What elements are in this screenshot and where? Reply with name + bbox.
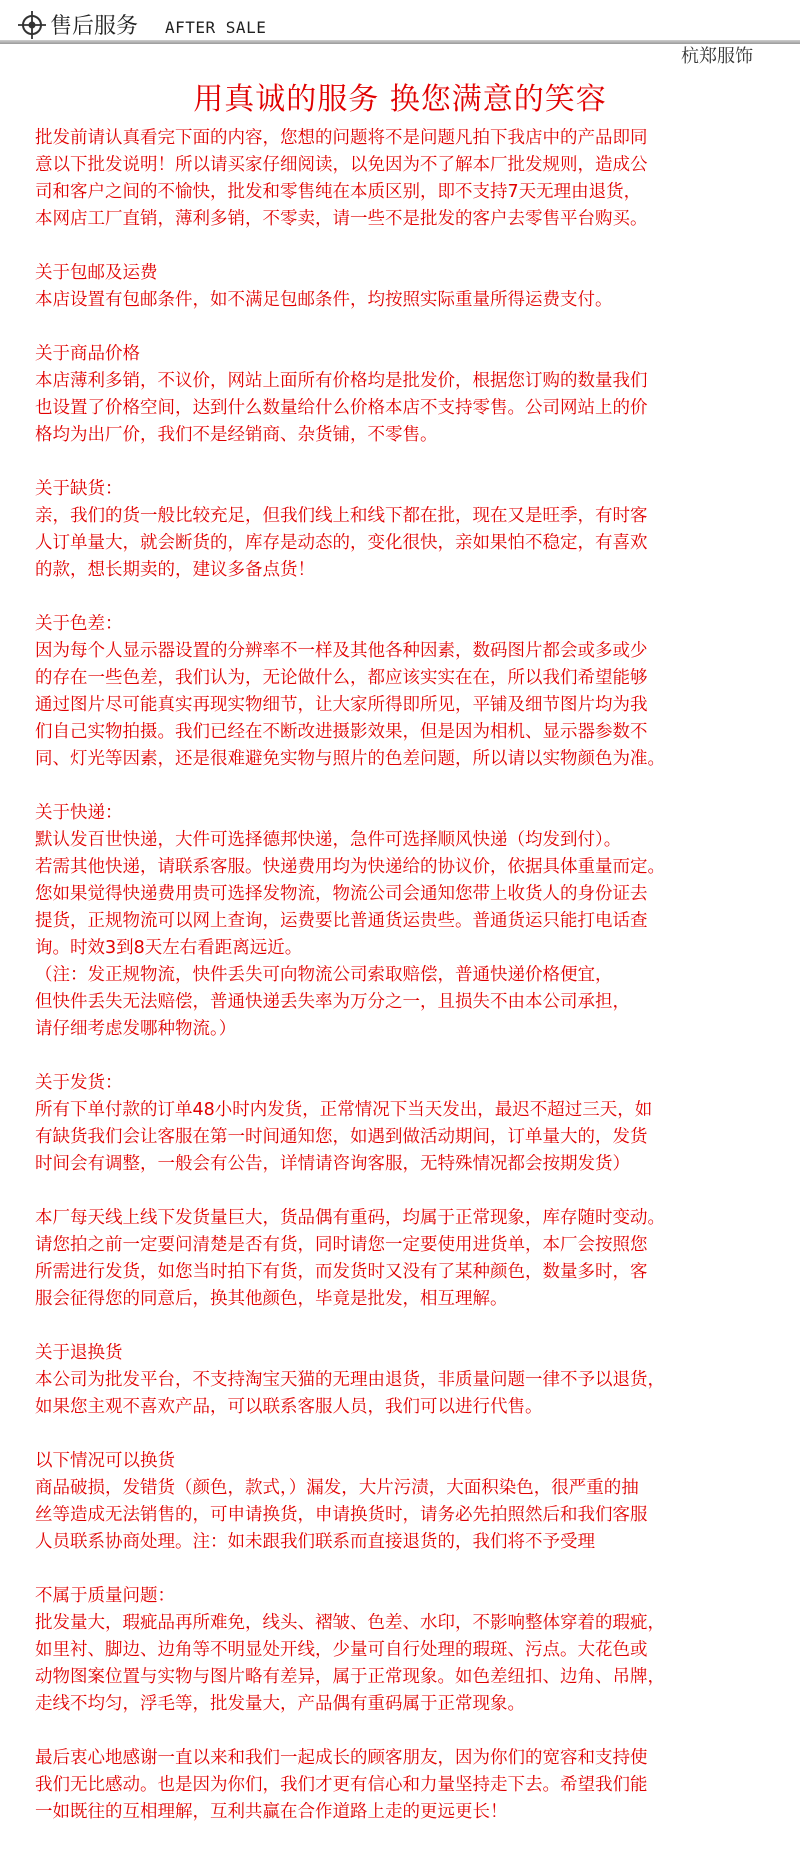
dispatch-section xyxy=(35,1070,780,1178)
stock-heading: 关于缺货： xyxy=(35,479,123,499)
shipping-heading: 关于包邮及运费 xyxy=(35,263,158,283)
header-title-en: AFTER SALE xyxy=(165,18,267,37)
price-heading: 关于商品价格 xyxy=(35,344,140,364)
price-section xyxy=(35,341,780,449)
color-section xyxy=(35,611,780,773)
dispatch-heading: 关于发货： xyxy=(35,1073,123,1093)
color-text: 因为每个人显示器设置的分辨率不一样及其他各种因素，数码图片都会或多或少 的存在一些色差，我们认为，无论做什么，都应该实实在在，所以我们希望能够 通过图片尽可能真实再现实物细节，让大家所得即所见，平铺及细节图片均为我 们自己实物拍摄。我们已经在不断改进摄影效果，但是因为相机、显示器参数不 同、灯光等因素，还是很难避免实物与照片的色差问题，所以请以实物颜色为准。 xyxy=(35,641,665,769)
dispatch-text: 所有下单付款的订单48小时内发货，正常情况下当天发出，最迟不超过三天，如 有缺货我们会让客服在第一时间通知您，如遇到做活动期间，订单量大的，发货 时间会有调整，一般会有公告，详情请咨询客服，无特殊情况都会按期发货） xyxy=(35,1100,653,1174)
volume-text: 本厂每天线上线下发货量巨大，货品偶有重码，均属于正常现象，库存随时变动。 请您拍之前一定要问清楚是否有货，同时请您一定要使用进货单，本厂会按照您 所需进行发货，如您当时拍下有货，而发货时又没有了某种颜色，数量多时，客 服会征得您的同意后，换其他颜色，毕竟是批发，相互理解。 xyxy=(35,1208,665,1309)
quality-section xyxy=(35,1583,780,1718)
page-header xyxy=(0,0,800,44)
price-text: 本店薄利多销，不议价，网站上面所有价格均是批发价，根据您订购的数量我们 也设置了价格空间，达到什么数量给什么价格本店不支持零售。公司网站上的价 格均为出厂价，我们不是经销商、杂货铺，不零售。 xyxy=(35,371,648,445)
stock-text: 亲，我们的货一般比较充足，但我们线上和线下都在批，现在又是旺季，有时客 人订单量大，就会断货的，库存是动态的，变化很快，亲如果怕不稳定，有喜欢 的款，想长期卖的，建议多备点货！ xyxy=(35,506,648,580)
intro-section xyxy=(35,125,780,233)
shipping-text: 本店设置有包邮条件，如不满足包邮条件，均按照实际重量所得运费支付。 xyxy=(35,290,613,310)
express-heading: 关于快递： xyxy=(35,803,123,823)
header-divider xyxy=(0,40,800,44)
returns-heading: 关于退换货 xyxy=(35,1343,123,1363)
thanks-text: 最后衷心地感谢一直以来和我们一起成长的顾客朋友，因为你们的宽容和支持使 我们无比感动。也是因为你们，我们才更有信心和力量坚持走下去。希望我们能 一如既往的互相理解，互利共赢在合作道路上走的更远更长！ xyxy=(35,1748,648,1822)
color-heading: 关于色差： xyxy=(35,614,123,634)
header-title: 售后服务 xyxy=(50,14,139,39)
express-section xyxy=(35,800,780,1043)
crosshair-icon xyxy=(18,11,46,39)
thanks-section xyxy=(35,1745,780,1826)
shipping-section xyxy=(35,260,780,314)
policy-content xyxy=(35,125,780,1853)
stock-section xyxy=(35,476,780,584)
returns-section xyxy=(35,1340,780,1421)
express-text: 默认发百世快递，大件可选择德邦快递，急件可选择顺风快递（均发到付）。 若需其他快递，请联系客服。快递费用均为快递给的协议价，依据具体重量而定。 您如果觉得快递费用贵可选择发物流，物流公司会通知您带上收货人的身份证去 提货，正规物流可以网上查询，运费要比普通货运贵些。普通货运只能打电话查 询。时效3到8天左右看距离远近。 （注：发正规物流，快件丢失可向物流公司索取赔偿，普通快递价格便宜， 但快件丢失无法赔偿，普通快递丢失率为万分之一，且损失不由本公司承担， 请仔细考虑发哪种物流。） xyxy=(35,830,665,1039)
quality-text: 批发量大，瑕疵品再所难免，线头、褶皱、色差、水印，不影响整体穿着的瑕疵， 如里衬、脚边、边角等不明显处开线，少量可自行处理的瑕斑、污点。大花色或 动物图案位置与实物与图片略有差异，属于正常现象。如色差纽扣、边角、吊牌， 走线不均匀，浮毛等，批发量大，产品偶有重码属于正常现象。 xyxy=(35,1613,665,1714)
exchange-heading: 以下情况可以换货 xyxy=(35,1451,175,1471)
intro-text: 批发前请认真看完下面的内容，您想的问题将不是问题凡拍下我店中的产品即同 意以下批发说明！所以请买家仔细阅读，以免因为不了解本厂批发规则，造成公 司和客户之间的不愉快，批发和零售纯在本质区别，即不支持7天无理由退货， 本网店工厂直销，薄利多销，不零卖，请一些不是批发的客户去零售平台购买。 xyxy=(35,128,648,229)
main-title: 用真诚的服务 换您满意的笑容 xyxy=(193,82,607,117)
brand-name: 杭郑服饰 xyxy=(681,46,753,67)
volume-section xyxy=(35,1205,780,1313)
exchange-section xyxy=(35,1448,780,1556)
quality-heading: 不属于质量问题： xyxy=(35,1586,175,1606)
returns-text: 本公司为批发平台，不支持淘宝天猫的无理由退货，非质量问题一律不予以退货， 如果您主观不喜欢产品，可以联系客服人员，我们可以进行代售。 xyxy=(35,1370,665,1417)
exchange-text: 商品破损，发错货（颜色，款式，）漏发，大片污渍，大面积染色，很严重的抽 丝等造成无法销售的，可申请换货，申请换货时，请务必先拍照然后和我们客服 人员联系协商处理。注：如未跟我们联系而直接退货的，我们将不予受理 xyxy=(35,1478,648,1552)
